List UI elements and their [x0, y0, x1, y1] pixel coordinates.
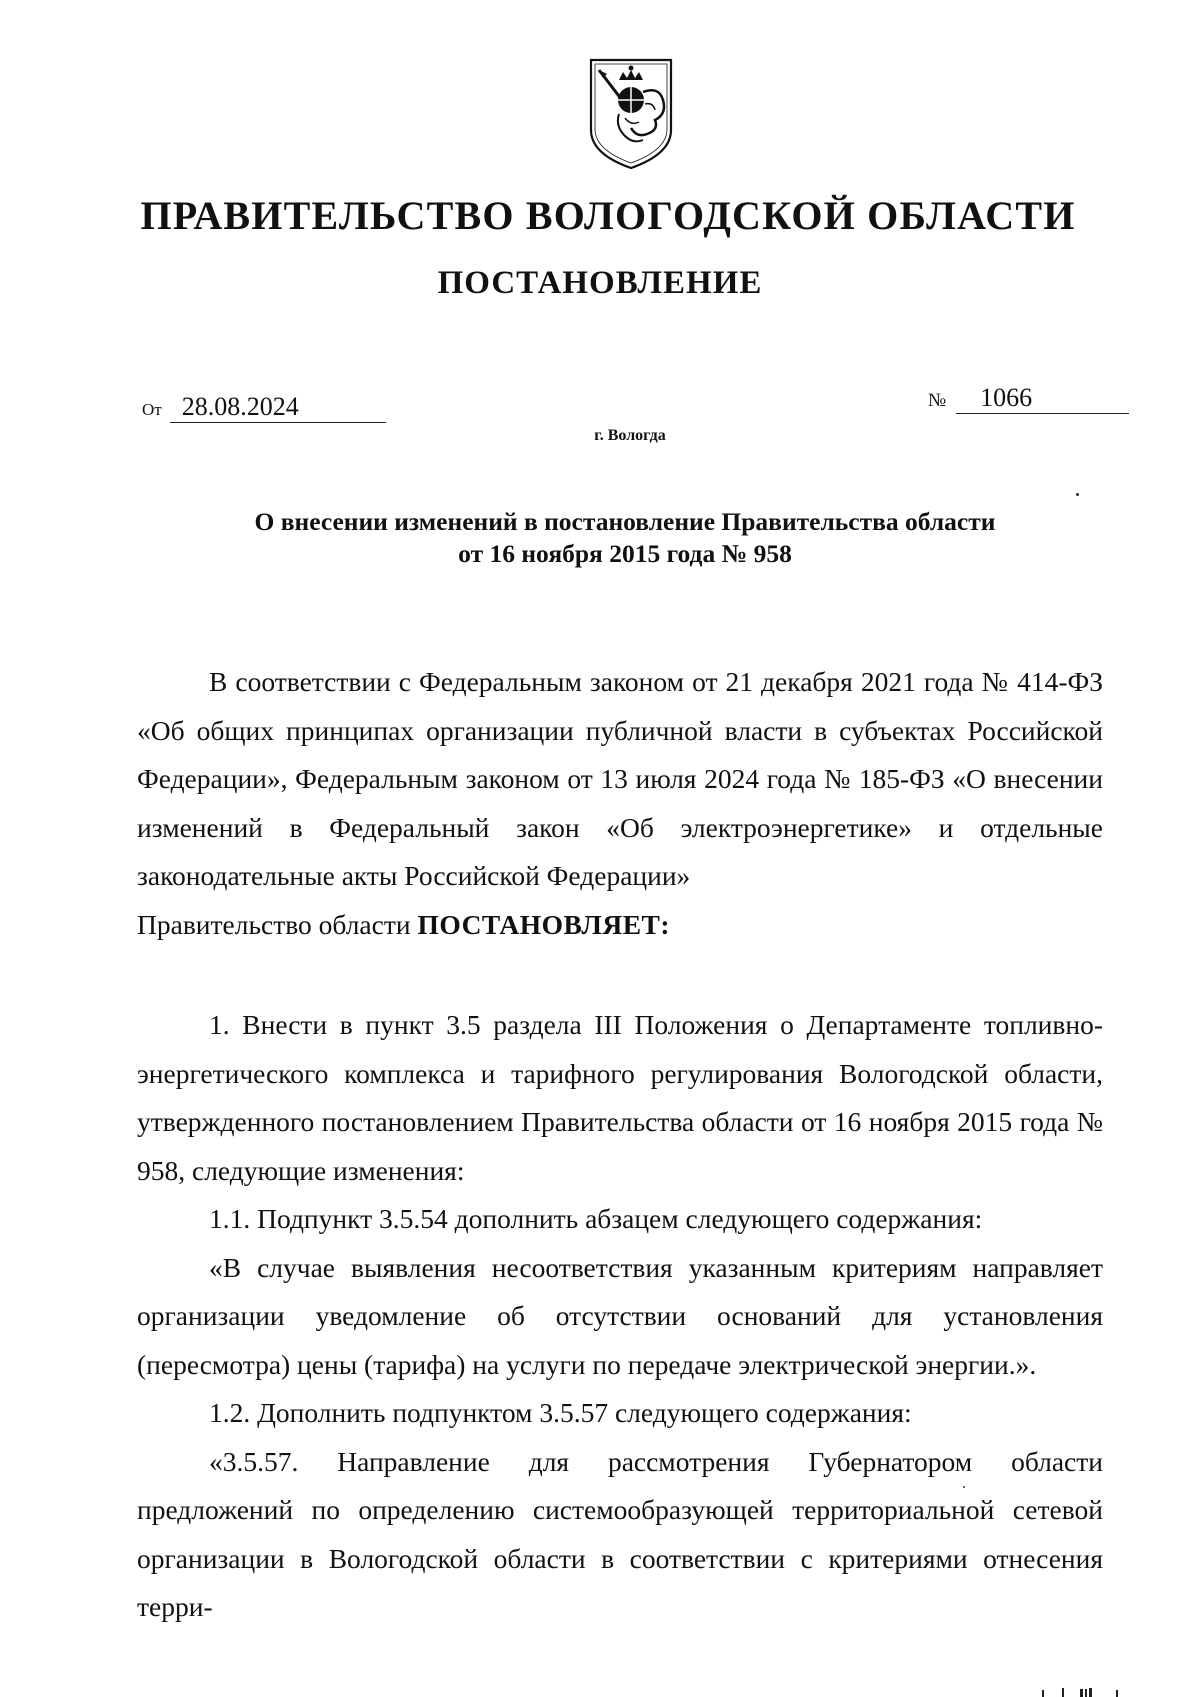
decree-word: ПОСТАНОВЛЯЕТ: [417, 908, 671, 940]
clause-1-1: 1.1. Подпункт 3.5.54 дополнить абзацем следующего содержания: [209, 1203, 983, 1234]
document-type: ПОСТАНОВЛЕНИЕ [437, 265, 763, 301]
date-line [142, 392, 386, 423]
preamble-paragraph: В соответствии с Федеральным законом от 21 декабря 2021 года № 414-ФЗ «Об общих принципах организации публичной власти в субъектах Российской Федерации», Федеральным законом от 13 июля 2024 года № 185-ФЗ «О внесении изменений в Федеральный закон «Об электроэнергетике» и отдельные законодательные акты Российской Федерации» [137, 666, 1103, 891]
government-title: ПРАВИТЕЛЬСТВО ВОЛОГОДСКОЙ ОБЛАСТИ [140, 193, 1076, 238]
clause-1-1-text: «В случае выявления несоответствия указанным критериям направляет организации уведомление об отсутствии оснований для установления (пересмотра) цены (тарифа) на услуги по передаче электрической энергии.». [137, 1251, 1103, 1380]
scan-speck [963, 1486, 965, 1488]
decree-line [137, 901, 1103, 950]
subject-line-2: от 16 ноября 2015 года № 958 [458, 539, 792, 568]
number-line [928, 383, 1129, 414]
document-date: 28.08.2024 [170, 392, 386, 423]
decree-lead: Правительство области [137, 908, 418, 940]
date-prefix: От [142, 400, 162, 419]
coat-of-arms-icon [585, 52, 677, 172]
scan-marks [1040, 1688, 1140, 1697]
document-body [137, 658, 1103, 1632]
subject-line-1: О внесении изменений в постановление Правительства области [254, 507, 996, 536]
document-number: 1066 [956, 383, 1129, 414]
paragraph-gap [137, 949, 1103, 1001]
clause-1-2: 1.2. Дополнить подпунктом 3.5.57 следующего содержания: [209, 1397, 912, 1428]
city-label: г. Вологда [594, 427, 666, 444]
document-subject [25, 506, 1200, 570]
number-prefix: № [928, 390, 947, 411]
clause-1-2-text: «3.5.57. Направление для рассмотрения Губернатором области предложений по определению системообразующей территориальной сетевой организации в Вологодской области в соответствии с критериями отнесения терри- [137, 1445, 1103, 1622]
scan-speck [1076, 493, 1079, 496]
clause-1: 1. Внести в пункт 3.5 раздела III Положения о Департаменте топливно-энергетического комплекса и тарифного регулирования Вологодской области, утвержденного постановлением Правительства области от 16 ноября 2015 года № 958, следующие изменения: [137, 1009, 1103, 1186]
